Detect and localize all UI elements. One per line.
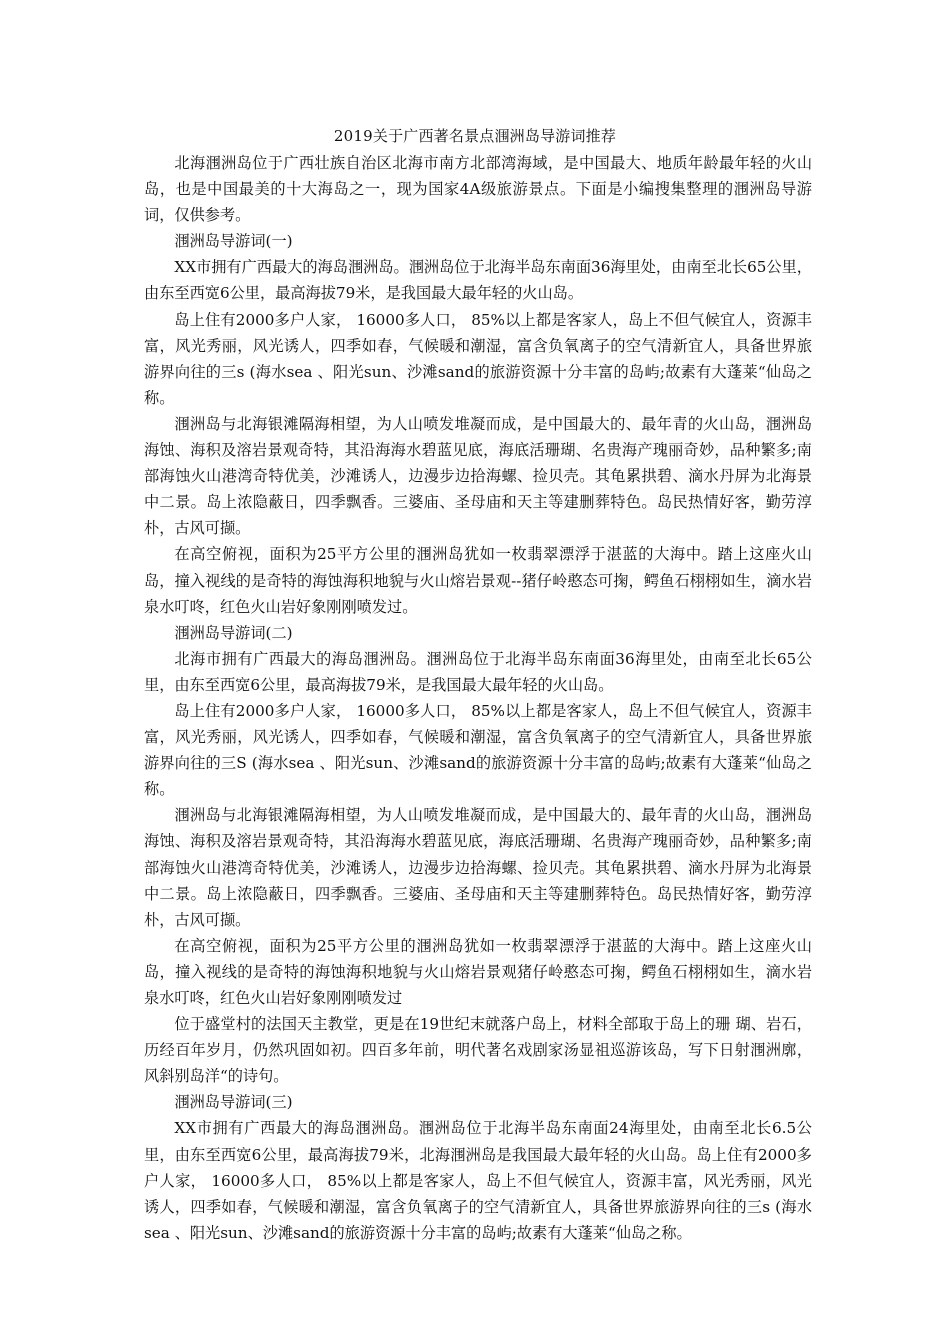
document-body [144,150,812,1246]
section-3-paragraph-1: XX市拥有广西最大的海岛涠洲岛。涠洲岛位于北海半岛东南面24海里处，由南至北长6.5公里，由东至西宽6公里，最高海拔79米，北海涠洲岛是我国最大最年轻的火山岛。岛上住有2000多户人家， 16000多人口， 85%以上都是客家人，岛上不但气候宜人，资源丰富，风光秀丽，风光诱人，四季如春，气候暖和潮湿，富含负氧离子的空气清新宜人，具备世界旅游界向往的三s (海水sea 、阳光sun、沙滩sand的旅游资源十分丰富的岛屿;故素有大蓬莱“仙岛之称。 [144,1119,812,1242]
document-title: 2019关于广西著名景点涠洲岛导游词推荐 [333,127,617,145]
section-1-paragraph-1: XX市拥有广西最大的海岛涠洲岛。涠洲岛位于北海半岛东南面36海里处，由南至北长65公里，由东至西宽6公里，最高海拔79米，是我国最大最年轻的火山岛。 [144,258,812,303]
section-2-paragraph-5: 位于盛堂村的法国天主教堂，更是在19世纪末就落户岛上，材料全部取于岛上的珊 瑚、岩石，历经百年岁月，仍然巩固如初。四百多年前，明代著名戏剧家汤显祖巡游该岛，写下日射涠洲廓，风斜别岛洋“的诗句。 [144,1015,812,1086]
section-1-paragraph-3: 涠洲岛与北海银滩隔海相望，为人山喷发堆凝而成，是中国最大的、最年青的火山岛，涠洲岛海蚀、海积及溶岩景观奇特，其沿海海水碧蓝见底，海底活珊瑚、名贵海产瑰丽奇妙，品种繁多;南部海蚀火山港湾奇特优美，沙滩诱人，边漫步边拾海螺、捡贝壳。其龟累拱碧、滴水丹屏为北海景中二景。岛上浓隐蔽日，四季飘香。三婆庙、圣母庙和天主等建删葬特色。岛民热情好客，勤劳淳朴，古风可撷。 [144,414,812,538]
section-heading-3: 涠洲岛导游词(三) [174,1093,293,1112]
section-1-paragraph-4: 在高空俯视，面积为25平方公里的涠洲岛犹如一枚翡翠漂浮于湛蓝的大海中。踏上这座火山岛，撞入视线的是奇特的海蚀海积地貌与火山熔岩景观--猪仔岭憨态可掬，鳄鱼石栩栩如生，滴水岩泉水叮咚，红色火山岩好象刚刚喷发过。 [144,545,812,616]
section-2-paragraph-1: 北海市拥有广西最大的海岛涠洲岛。涠洲岛位于北海半岛东南面36海里处，由南至北长65公里，由东至西宽6公里，最高海拔79米，是我国最大最年轻的火山岛。 [144,649,812,694]
section-heading-1: 涠洲岛导游词(一) [174,232,293,251]
section-heading-2: 涠洲岛导游词(二) [174,623,293,642]
section-2-paragraph-3: 涠洲岛与北海银滩隔海相望，为人山喷发堆凝而成，是中国最大的、最年青的火山岛，涠洲岛海蚀、海积及溶岩景观奇特，其沿海海水碧蓝见底，海底活珊瑚、名贵海产瑰丽奇妙，品种繁多;南部海蚀火山港湾奇特优美，沙滩诱人，边漫步边拾海螺、捡贝壳。其龟累拱碧、滴水丹屏为北海景中二景。岛上浓隐蔽日，四季飘香。三婆庙、圣母庙和天主等建删葬特色。岛民热情好客，勤劳淳朴，古风可撷。 [144,806,812,929]
section-1-paragraph-2: 岛上住有2000多户人家， 16000多人口， 85%以上都是客家人，岛上不但气候宜人，资源丰富，风光秀丽，风光诱人，四季如春，气候暖和潮湿，富含负氧离子的空气清新宜人，具备世界旅游界向往的三s (海水sea 、阳光sun、沙滩sand的旅游资源十分丰富的岛屿;故素有大蓬莱“仙岛之称。 [144,310,812,407]
section-2-paragraph-4: 在高空俯视，面积为25平方公里的涠洲岛犹如一枚翡翠漂浮于湛蓝的大海中。踏上这座火山岛，撞入视线的是奇特的海蚀海积地貌与火山熔岩景观猪仔岭憨态可掬，鳄鱼石栩栩如生，滴水岩泉水叮咚，红色火山岩好象刚刚喷发过 [144,936,812,1007]
section-2-paragraph-2: 岛上住有2000多户人家， 16000多人口， 85%以上都是客家人，岛上不但气候宜人，资源丰富，风光秀丽，风光诱人，四季如春，气候暖和潮湿，富含负氧离子的空气清新宜人，具备世界旅游界向往的三S (海水sea 、阳光sun、沙滩sand的旅游资源十分丰富的岛屿;故素有大蓬莱“仙岛之称。 [144,701,812,799]
intro-paragraph: 北海涠洲岛位于广西壮族自治区北海市南方北部湾海域，是中国最大、地质年龄最年轻的火山岛，也是中国最美的十大海岛之一，现为国家4A级旅游景点。下面是小编搜集整理的涠洲岛导游词，仅供参考。 [144,154,812,225]
